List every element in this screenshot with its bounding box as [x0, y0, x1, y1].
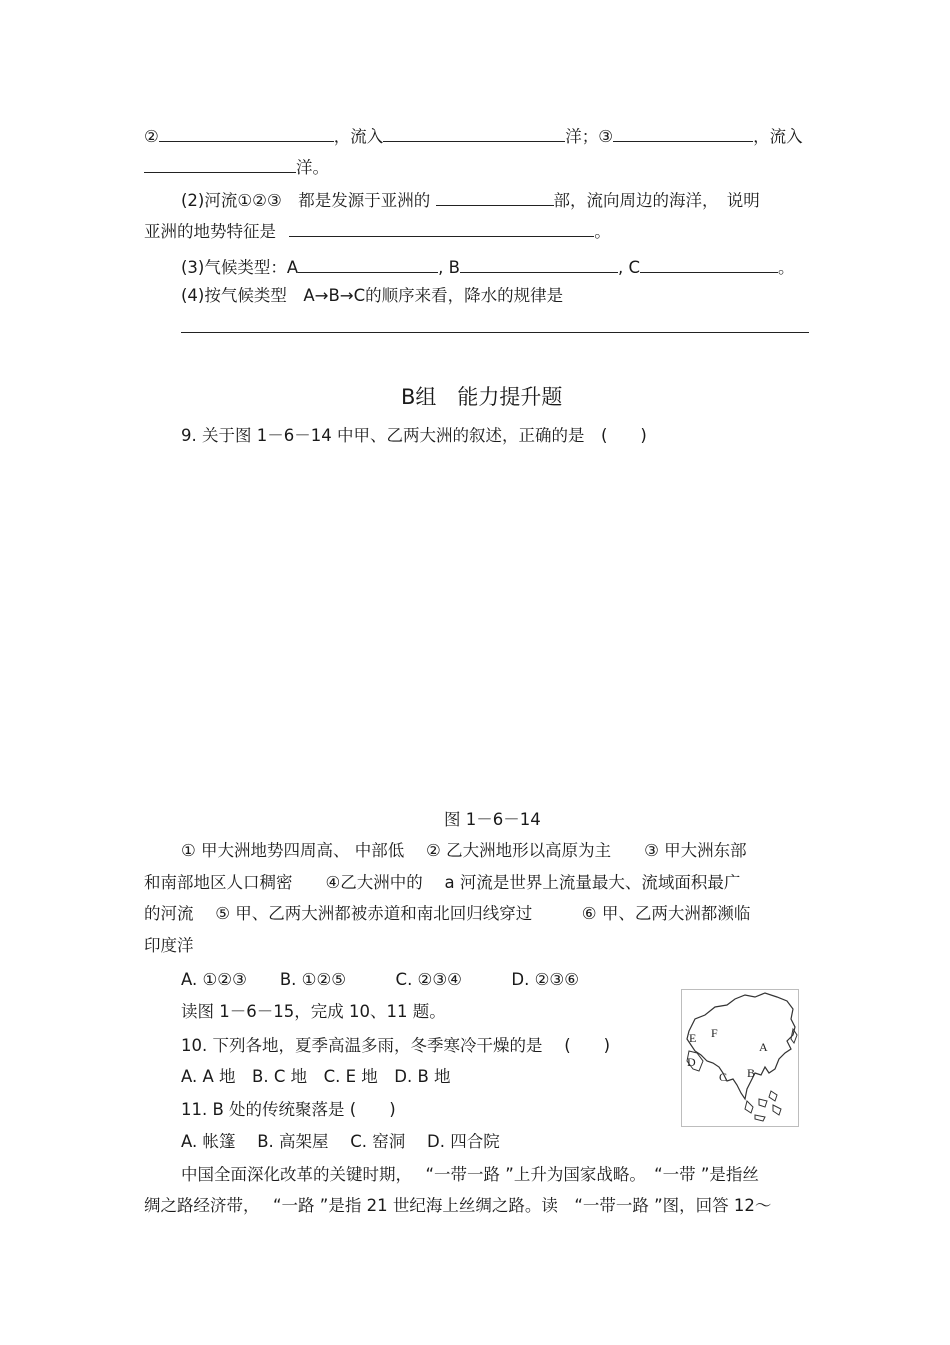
q8-part2-a: (2)河流①②③ 都是发源于亚洲的	[181, 191, 431, 210]
asia-map-svg	[681, 989, 799, 1127]
q9-statement-line2: 和南部地区人口稠密 ④乙大洲中的 a 河流是世界上流量最大、流域面积最广	[144, 873, 741, 892]
answer-blank[interactable]	[298, 254, 438, 273]
q8-part4-answer	[181, 314, 809, 340]
map-label-e: E	[689, 1031, 697, 1045]
q8-part2-end: 。	[594, 222, 611, 241]
q9-statement-line4: 印度洋	[144, 936, 194, 955]
q9-statement-line1: ① 甲大洲地势四周高、 中部低 ② 乙大洲地形以高原为主 ③ 甲大洲东部	[181, 841, 747, 860]
q9-options: A. ①②③ B. ①②⑤ C. ②③④ D. ②③⑥	[181, 970, 580, 989]
closing-line1: 中国全面深化改革的关键时期， “一带一路 ”上升为国家战略。 “一带 ”是指丝	[181, 1165, 759, 1184]
figure-caption: 图 1－6－14	[444, 810, 541, 829]
asia-map-figure	[681, 989, 799, 1127]
q8-part4	[181, 284, 563, 308]
q8-line1-c: 洋；③	[565, 127, 614, 146]
map-label-c: C	[719, 1070, 728, 1084]
map-label-a: A	[759, 1040, 768, 1054]
map-label-b: B	[747, 1066, 756, 1080]
map-border	[682, 990, 799, 1127]
q8-line1-d: ，流入	[753, 127, 803, 146]
map-label-f: F	[711, 1026, 718, 1040]
answer-blank[interactable]	[289, 218, 594, 237]
answer-blank[interactable]	[640, 254, 778, 273]
q10-11-intro: 读图 1－6－15，完成 10、11 题。	[181, 1002, 446, 1021]
q8-line1-a: ②	[144, 127, 159, 146]
q8-line2	[144, 154, 329, 180]
q8-line2-end: 洋。	[296, 158, 329, 177]
q8-part2-c: 亚洲的地势特征是	[144, 222, 276, 241]
q8-part3-b: , B	[438, 258, 460, 277]
q8-part3-end: 。	[778, 258, 795, 277]
answer-blank[interactable]	[144, 154, 296, 173]
map-label-d: D	[687, 1055, 696, 1069]
q9-statement-line3: 的河流 ⑤ 甲、乙两大洲都被赤道和南北回归线穿过 ⑥ 甲、乙两大洲都濒临	[144, 904, 751, 923]
q8-part3	[181, 254, 795, 280]
q8-part4-text: (4)按气候类型 A→B→C的顺序来看，降水的规律是	[181, 286, 564, 305]
answer-blank[interactable]	[613, 123, 753, 142]
q10-stem: 10. 下列各地，夏季高温多雨，冬季寒冷干燥的是 ( )	[181, 1036, 611, 1055]
q8-line1	[144, 123, 803, 149]
q9-stem: 9. 关于图 1－6－14 中甲、乙两大洲的叙述，正确的是 ( )	[181, 426, 647, 445]
q8-line1-b: ，流入	[333, 127, 384, 146]
q8-part3-a: (3)气候类型：A	[181, 258, 299, 277]
q8-part2-line2	[144, 218, 611, 244]
q10-options: A. A 地 B. C 地 C. E 地 D. B 地	[181, 1067, 451, 1086]
answer-blank[interactable]	[181, 314, 809, 333]
answer-blank[interactable]	[460, 254, 618, 273]
q8-part2-line1	[181, 187, 760, 213]
answer-blank[interactable]	[383, 123, 565, 142]
q11-options: A. 帐篷 B. 高架屋 C. 窑洞 D. 四合院	[181, 1132, 500, 1151]
q11-stem: 11. B 处的传统聚落是 ( )	[181, 1100, 396, 1119]
q8-part2-b: 部，流向周边的海洋， 说明	[553, 191, 760, 210]
answer-blank[interactable]	[159, 123, 334, 142]
closing-line2: 绸之路经济带， “一路 ”是指 21 世纪海上丝绸之路。读 “一带一路 ”图，回答 12～	[144, 1196, 772, 1215]
section-heading: B组 能力提升题	[401, 385, 563, 409]
q8-part3-c: , C	[617, 258, 640, 277]
answer-blank[interactable]	[436, 187, 554, 206]
